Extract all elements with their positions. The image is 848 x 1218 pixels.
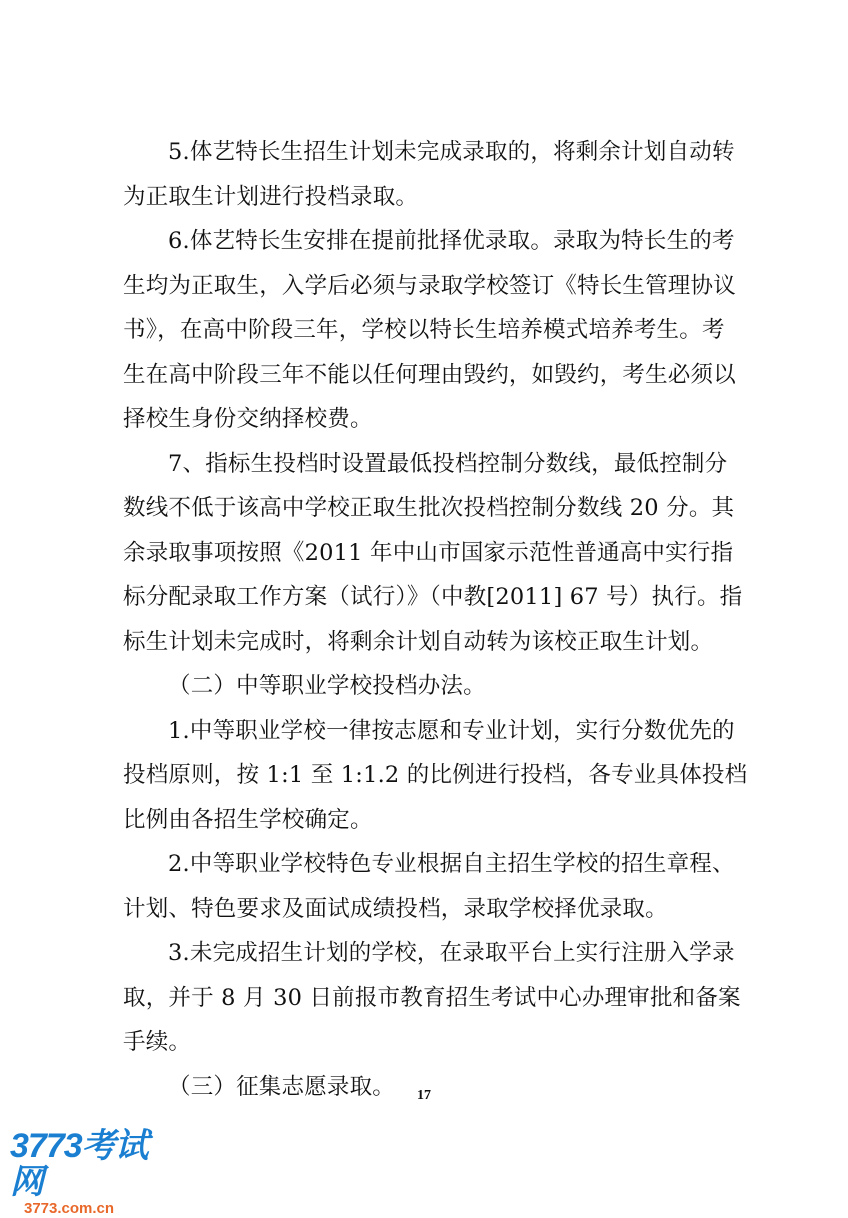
paragraph-vocational-3 (123, 931, 741, 1065)
text-line: 手续。 (123, 1029, 192, 1055)
text-line: 7、指标生投档时设置最低投档控制分数线，最低控制分 (168, 450, 728, 477)
text-line: 比例由各招生学校确定。 (123, 806, 373, 833)
text-line: 3.未完成招生计划的学校，在录取平台上实行注册入学录 (168, 940, 735, 966)
text-line: 标分配录取工作方案（试行）》（中教[2011] 67 号）执行。指 (123, 584, 743, 610)
site-watermark-logo (10, 1127, 180, 1217)
paragraph-6 (123, 219, 736, 442)
paragraph-vocational-1 (123, 709, 748, 843)
watermark-domain: 3773.com.cn (24, 1200, 115, 1217)
text-line: （三）征集志愿录取。 (168, 1073, 396, 1100)
text-line: 书》，在高中阶段三年，学校以特长生培养模式培养考生。考 (123, 317, 725, 343)
watermark-brand: 3773考试网 (10, 1127, 148, 1201)
text-line: 计划、特色要求及面试成绩投档，录取学校择优录取。 (123, 895, 668, 922)
paragraph-5 (123, 130, 733, 219)
text-line: 取，并于 8 月 30 日前报市教育招生考试中心办理审批和备案 (123, 984, 741, 1011)
text-line: 投档原则，按 1:1 至 1:1.2 的比例进行投档，各专业具体投档 (123, 762, 748, 788)
paragraph-vocational-2 (123, 842, 733, 931)
text-line: 数线不低于该高中学校正取生批次投档控制分数线 20 分。其 (123, 495, 735, 521)
text-line: （二）中等职业学校投档办法。 (168, 673, 486, 699)
document-body (123, 130, 748, 1109)
text-line: 生在高中阶段三年不能以任何理由毁约，如毁约，考生必须以 (123, 361, 736, 388)
text-line: 标生计划未完成时，将剩余计划自动转为该校正取生计划。 (123, 628, 714, 655)
section-heading-2 (123, 664, 733, 709)
paragraph-7 (123, 442, 743, 665)
text-line: 2.中等职业学校特色专业根据自主招生学校的招生章程、 (168, 851, 735, 877)
text-line: 为正取生计划进行投档录取。 (123, 183, 419, 210)
page-number: 17 (417, 1088, 431, 1103)
text-line: 6.体艺特长生安排在提前批择优录取。录取为特长生的考 (168, 228, 735, 254)
text-line: 余录取事项按照《2011 年中山市国家示范性普通高中实行指 (123, 539, 734, 566)
text-line: 生均为正取生，入学后必须与录取学校签订《特长生管理协议 (123, 272, 736, 299)
text-line: 择校生身份交纳择校费。 (123, 406, 373, 432)
text-line: 5.体艺特长生招生计划未完成录取的，将剩余计划自动转 (168, 139, 735, 165)
text-line: 1.中等职业学校一律按志愿和专业计划，实行分数优先的 (168, 717, 735, 744)
